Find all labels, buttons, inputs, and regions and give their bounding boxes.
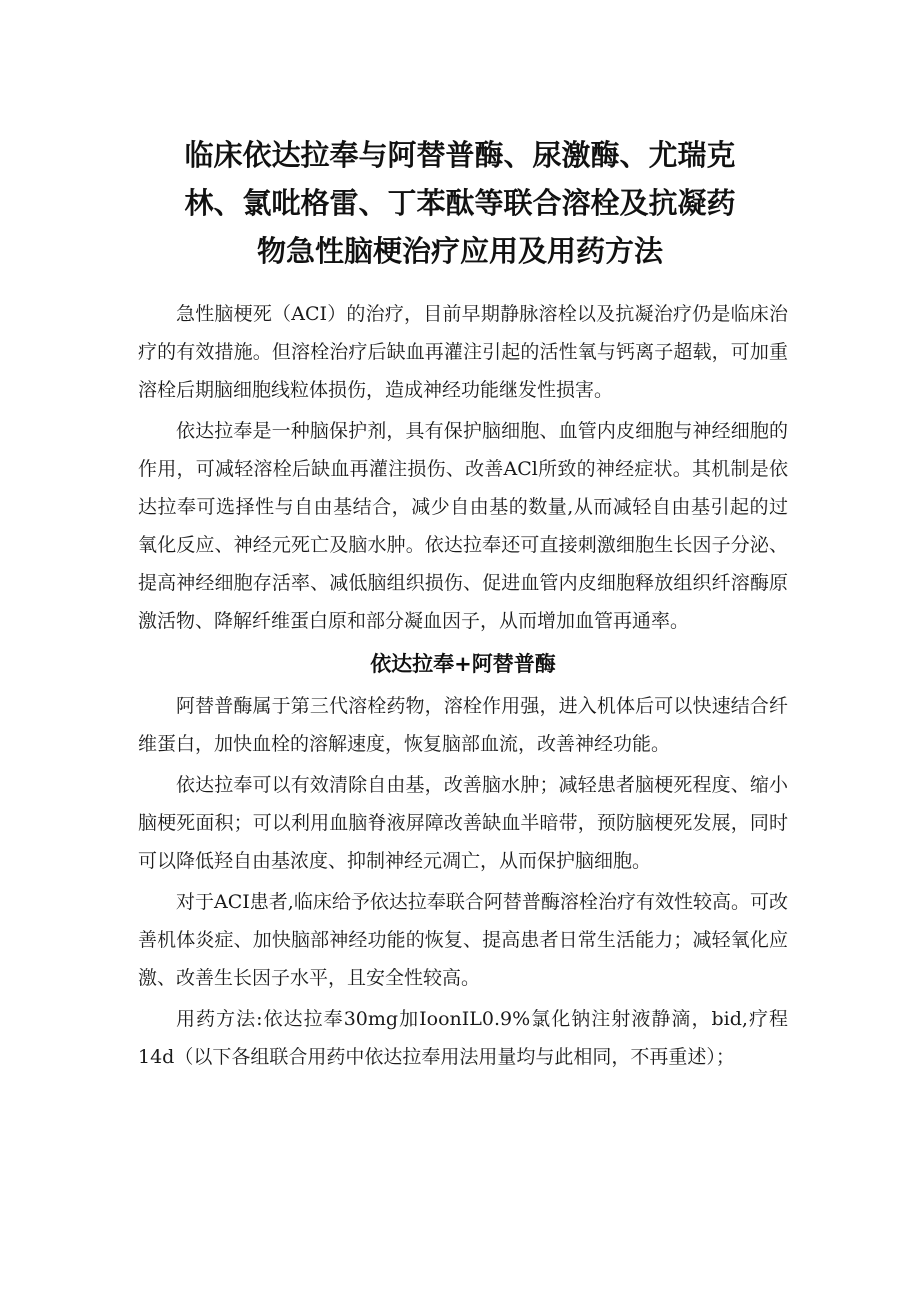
section-paragraph-4: 用药方法:依达拉奉30mg加IoonIL0.9%氯化钠注射液静滴，bid,疗程14d（以下各组联合用药中依达拉奉用法用量均与此相同，不再重述）； [138,1008,788,1068]
intro-paragraph-2: 依达拉奉是一种脑保护剂，具有保护脑细胞、血管内皮细胞与神经细胞的作用，可减轻溶栓后缺血再灌注损伤、改善ACl所致的神经症状。其机制是依达拉奉可选择性与自由基结合，减少自由基的数量,从而减轻自由基引起的过氧化反应、神经元死亡及脑水肿。依达拉奉还可直接刺激细胞生长因子分泌、提高神经细胞存活率、减低脑组织损伤、促进血管内皮细胞释放组织纤溶酶原激活物、降解纤维蛋白原和部分凝血因子，从而增加血管再通率。 [138,420,788,632]
section-heading: 依达拉奉+阿替普酶 [370,652,556,676]
document-title [120,131,800,275]
intro-paragraph-1: 急性脑梗死（ACI）的治疗，目前早期静脉溶栓以及抗凝治疗仍是临床治疗的有效措施。但溶栓治疗后缺血再灌注引起的活性氧与钙离子超载，可加重溶栓后期脑细胞线粒体损伤，造成神经功能继发性损害。 [138,303,788,401]
title-line-3: 物急性脑梗治疗应用及用药方法 [256,234,663,269]
document-body [138,295,788,1076]
section-paragraph-3: 对于ACI患者,临床给予依达拉奉联合阿替普酶溶栓治疗有效性较高。可改善机体炎症、加快脑部神经功能的恢复、提高患者日常生活能力；减轻氧化应激、改善生长因子水平，且安全性较高。 [138,891,788,989]
section-paragraph-1: 阿替普酶属于第三代溶栓药物，溶栓作用强，进入机体后可以快速结合纤维蛋白，加快血栓的溶解速度，恢复脑部血流，改善神经功能。 [138,695,788,755]
title-line-1: 临床依达拉奉与阿替普酶、尿激酶、尤瑞克 [184,138,736,173]
section-paragraph-2: 依达拉奉可以有效清除自由基，改善脑水肿；减轻患者脑梗死程度、缩小脑梗死面积；可以利用血脑脊液屏障改善缺血半暗带，预防脑梗死发展，同时可以降低羟自由基浓度、抑制神经元凋亡，从而保护脑细胞。 [138,774,788,872]
title-line-2: 林、氯吡格雷、丁苯酞等联合溶栓及抗凝药 [184,186,736,221]
